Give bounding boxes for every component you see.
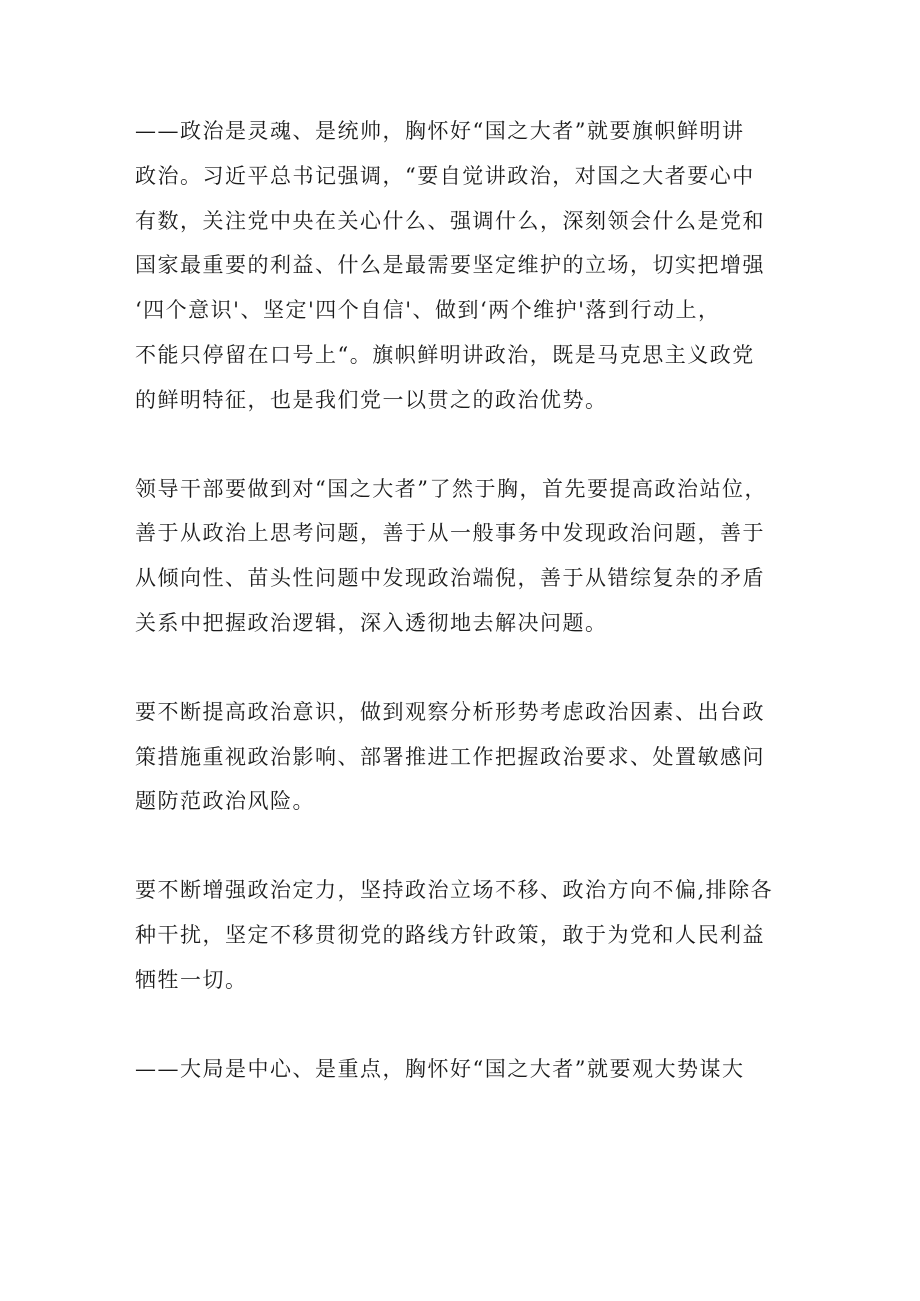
text-line: 关系中把握政治逻辑，深入透彻地去解决问题。: [135, 610, 608, 635]
text-line: 不能只停留在口号上“。旗帜鲜明讲政治，既是马克思主义政党: [135, 342, 755, 367]
paragraph-overall-situation: [135, 1047, 795, 1092]
text-line: 策措施重视政治影响、部署推进工作把握政治要求、处置敏感问: [135, 744, 765, 769]
text-line: 有数，关注党中央在关心什么、强调什么，深刻领会什么是党和: [135, 208, 765, 233]
text-line: ——大局是中心、是重点，胸怀好“国之大者”就要观大势谋大: [135, 1056, 745, 1081]
text-line: 从倾向性、苗头性问题中发现政治端倪，善于从错综复杂的矛盾: [135, 566, 765, 591]
paragraph-political-position: [135, 467, 795, 646]
text-line: 要不断增强政治定力，坚持政治立场不移、政治方向不偏,排除各: [135, 878, 774, 903]
text-line: 善于从政治上思考问题，善于从一般事务中发现政治问题，善于: [135, 521, 765, 546]
text-line: ——政治是灵魂、是统帅，胸怀好“国之大者”就要旗帜鲜明讲: [135, 119, 745, 143]
text-line: 领导干部要做到对“国之大者”了然于胸，首先要提高政治站位，: [135, 476, 767, 501]
document-body: [135, 109, 795, 1091]
text-line: ‘四个意识'、坚定'四个自信'、做到‘两个维护'落到行动上，: [135, 298, 721, 323]
text-line: 国家最重要的利益、什么是最需要坚定维护的立场，切实把增强: [135, 253, 765, 278]
paragraph-politics-soul: [135, 109, 795, 423]
text-line: 要不断提高政治意识，做到观察分析形势考虑政治因素、出台政: [135, 699, 765, 724]
paragraph-political-resolve: [135, 868, 795, 1002]
text-line: 题防范政治风险。: [135, 789, 315, 814]
paragraph-political-awareness: [135, 690, 795, 824]
text-line: 政治。习近平总书记强调，“要自觉讲政治，对国之大者要心中: [135, 163, 755, 188]
text-line: 牺牲一切。: [135, 967, 248, 992]
text-line: 的鲜明特征，也是我们党一以贯之的政治优势。: [135, 387, 608, 412]
text-line: 种干扰，坚定不移贯彻党的路线方针政策，敢于为党和人民利益: [135, 922, 765, 947]
